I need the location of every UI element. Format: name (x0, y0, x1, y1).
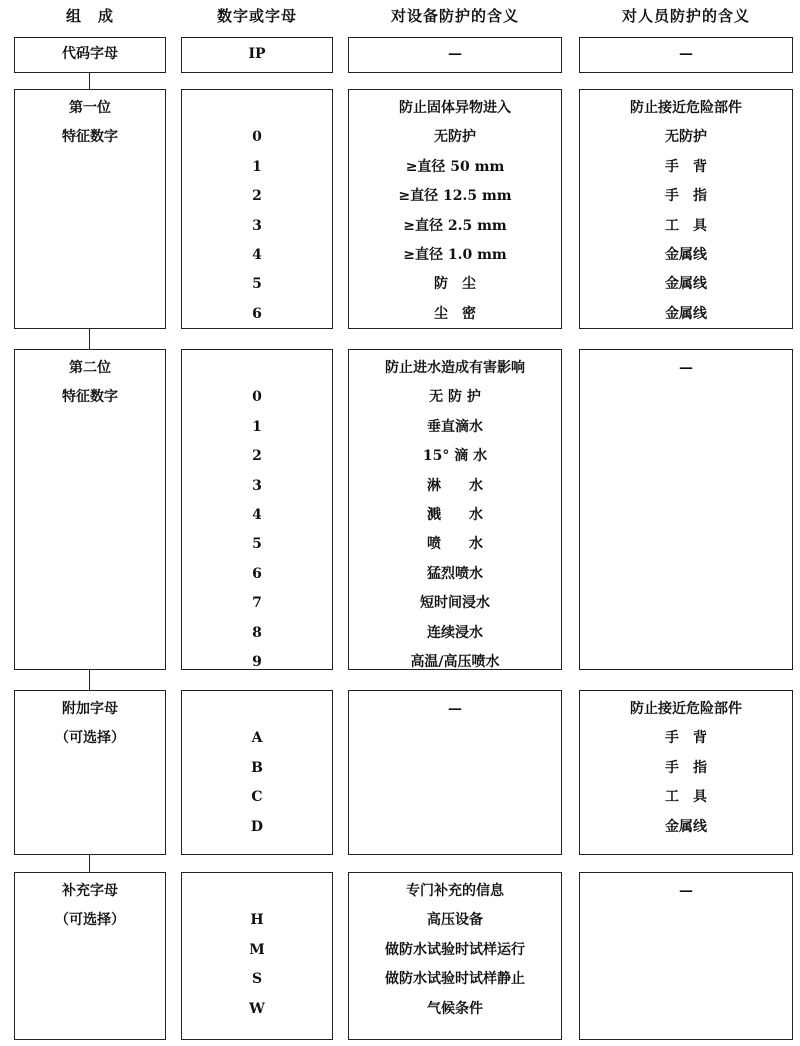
section-name-line: （可选择） (55, 912, 125, 929)
code-value: 0 (252, 129, 262, 146)
section-2-equipment-box (348, 349, 562, 670)
section-1-equipment-box (348, 89, 562, 329)
section-4-equipment-box (348, 872, 562, 1040)
header-personnel-meaning: 对人员防护的含义 (621, 7, 750, 25)
equipment-meaning: 尘 密 (434, 305, 476, 322)
code-value: 6 (252, 565, 262, 582)
section-3-code-box (181, 690, 333, 855)
code-value: 2 (252, 188, 262, 205)
equipment-title: — (448, 701, 462, 717)
personnel-meaning: 手 背 (665, 730, 707, 747)
section-2-composition-box (14, 349, 166, 670)
personnel-title: — (679, 883, 693, 899)
equipment-meaning: 淋 水 (427, 477, 483, 494)
personnel-meaning: 工 具 (665, 789, 707, 806)
personnel-meaning: 工 具 (665, 217, 707, 234)
section-2-personnel-box (579, 349, 793, 670)
equipment-meaning: 高温/高压喷水 (410, 654, 500, 670)
code-letter-value-box (181, 37, 333, 73)
equipment-title: 防止固体异物进入 (399, 100, 511, 116)
equipment-meaning: 猛烈喷水 (427, 565, 483, 582)
equipment-title: 专门补充的信息 (406, 883, 504, 899)
code-value: A (251, 730, 263, 747)
code-value: S (251, 971, 263, 988)
personnel-meaning: 金属线 (665, 305, 707, 322)
section-3-personnel-box (579, 690, 793, 855)
personnel-meaning: 金属线 (665, 818, 707, 835)
equipment-meaning: 垂直滴水 (427, 418, 483, 435)
personnel-meaning: 手 指 (665, 188, 707, 205)
section-name-line: 补充字母 (62, 883, 118, 899)
code-letter-equipment-box (348, 37, 562, 73)
personnel-meaning: 手 背 (665, 158, 707, 175)
code-value: 3 (252, 477, 262, 494)
header-digit-or-letter: 数字或字母 (216, 7, 297, 25)
code-value: D (250, 818, 264, 835)
section-name-line: 第一位 (69, 100, 111, 116)
code-value: H (250, 912, 264, 929)
connector-line (89, 73, 90, 89)
section-3-composition-box (14, 690, 166, 855)
code-value: 3 (252, 217, 262, 234)
code-value: 7 (252, 595, 262, 612)
code-value: 5 (252, 276, 262, 293)
code-value: C (251, 789, 263, 806)
section-4-personnel-box (579, 872, 793, 1040)
code-value: 1 (252, 158, 262, 175)
code-value: 6 (252, 305, 262, 322)
equipment-meaning: ≥直径 12.5 mm (398, 188, 512, 205)
section-4-code-box (181, 872, 333, 1040)
equipment-meaning: 做防水试验时试样静止 (385, 971, 525, 988)
code-letter-personnel: — (679, 46, 693, 62)
equipment-meaning: 15° 滴 水 (422, 448, 488, 465)
code-value: B (251, 759, 263, 776)
connector-line (89, 329, 90, 349)
personnel-title: — (679, 360, 693, 376)
equipment-meaning: 无防护 (434, 129, 476, 146)
personnel-meaning: 金属线 (665, 276, 707, 293)
personnel-meaning: 金属线 (665, 247, 707, 263)
code-value: 1 (252, 418, 262, 435)
equipment-meaning: ≥直径 50 mm (405, 158, 505, 175)
connector-line (89, 670, 90, 690)
code-letter-personnel-box (579, 37, 793, 73)
equipment-meaning: 气候条件 (427, 1000, 483, 1017)
code-value: 2 (252, 448, 262, 465)
code-value: 8 (252, 624, 262, 641)
connector-line (89, 855, 90, 872)
section-name-line: 特征数字 (62, 389, 118, 406)
section-1-code-box (181, 89, 333, 329)
equipment-meaning: 高压设备 (427, 912, 483, 929)
personnel-title: 防止接近危险部件 (630, 100, 742, 116)
section-name-line: 第二位 (69, 360, 111, 376)
section-3-equipment-box (348, 690, 562, 855)
equipment-title: 防止进水造成有害影响 (385, 360, 525, 376)
section-1-composition-box (14, 89, 166, 329)
code-value: 4 (252, 507, 262, 523)
header-equipment-meaning: 对设备防护的含义 (390, 7, 519, 25)
equipment-meaning: 无 防 护 (429, 389, 481, 406)
header-composition: 组 成 (65, 7, 114, 25)
code-letter-equipment: — (448, 46, 462, 62)
equipment-meaning: 溅 水 (427, 507, 483, 523)
code-letter-name: 代码字母 (62, 46, 118, 62)
personnel-meaning: 无防护 (665, 129, 707, 146)
code-letter-value: IP (248, 46, 266, 62)
code-letter-name-box (14, 37, 166, 73)
equipment-meaning: 防 尘 (434, 276, 476, 293)
personnel-title: 防止接近危险部件 (630, 701, 742, 717)
code-value: 0 (252, 389, 262, 406)
section-2-code-box (181, 349, 333, 670)
section-4-composition-box (14, 872, 166, 1040)
code-value: 9 (252, 654, 262, 670)
equipment-meaning: 连续浸水 (427, 624, 483, 641)
equipment-meaning: ≥直径 2.5 mm (403, 217, 507, 234)
code-value: M (249, 941, 265, 958)
code-value: 4 (252, 247, 262, 263)
personnel-meaning: 手 指 (665, 759, 707, 776)
equipment-meaning: 短时间浸水 (420, 595, 490, 612)
section-name-line: 特征数字 (62, 129, 118, 146)
equipment-meaning: ≥直径 1.0 mm (403, 247, 507, 263)
section-name-line: 附加字母 (62, 701, 118, 717)
section-name-line: （可选择） (55, 730, 125, 747)
equipment-meaning: 喷 水 (427, 536, 483, 553)
equipment-meaning: 做防水试验时试样运行 (385, 941, 525, 958)
section-1-personnel-box (579, 89, 793, 329)
code-value: 5 (252, 536, 262, 553)
code-value: W (249, 1000, 265, 1017)
